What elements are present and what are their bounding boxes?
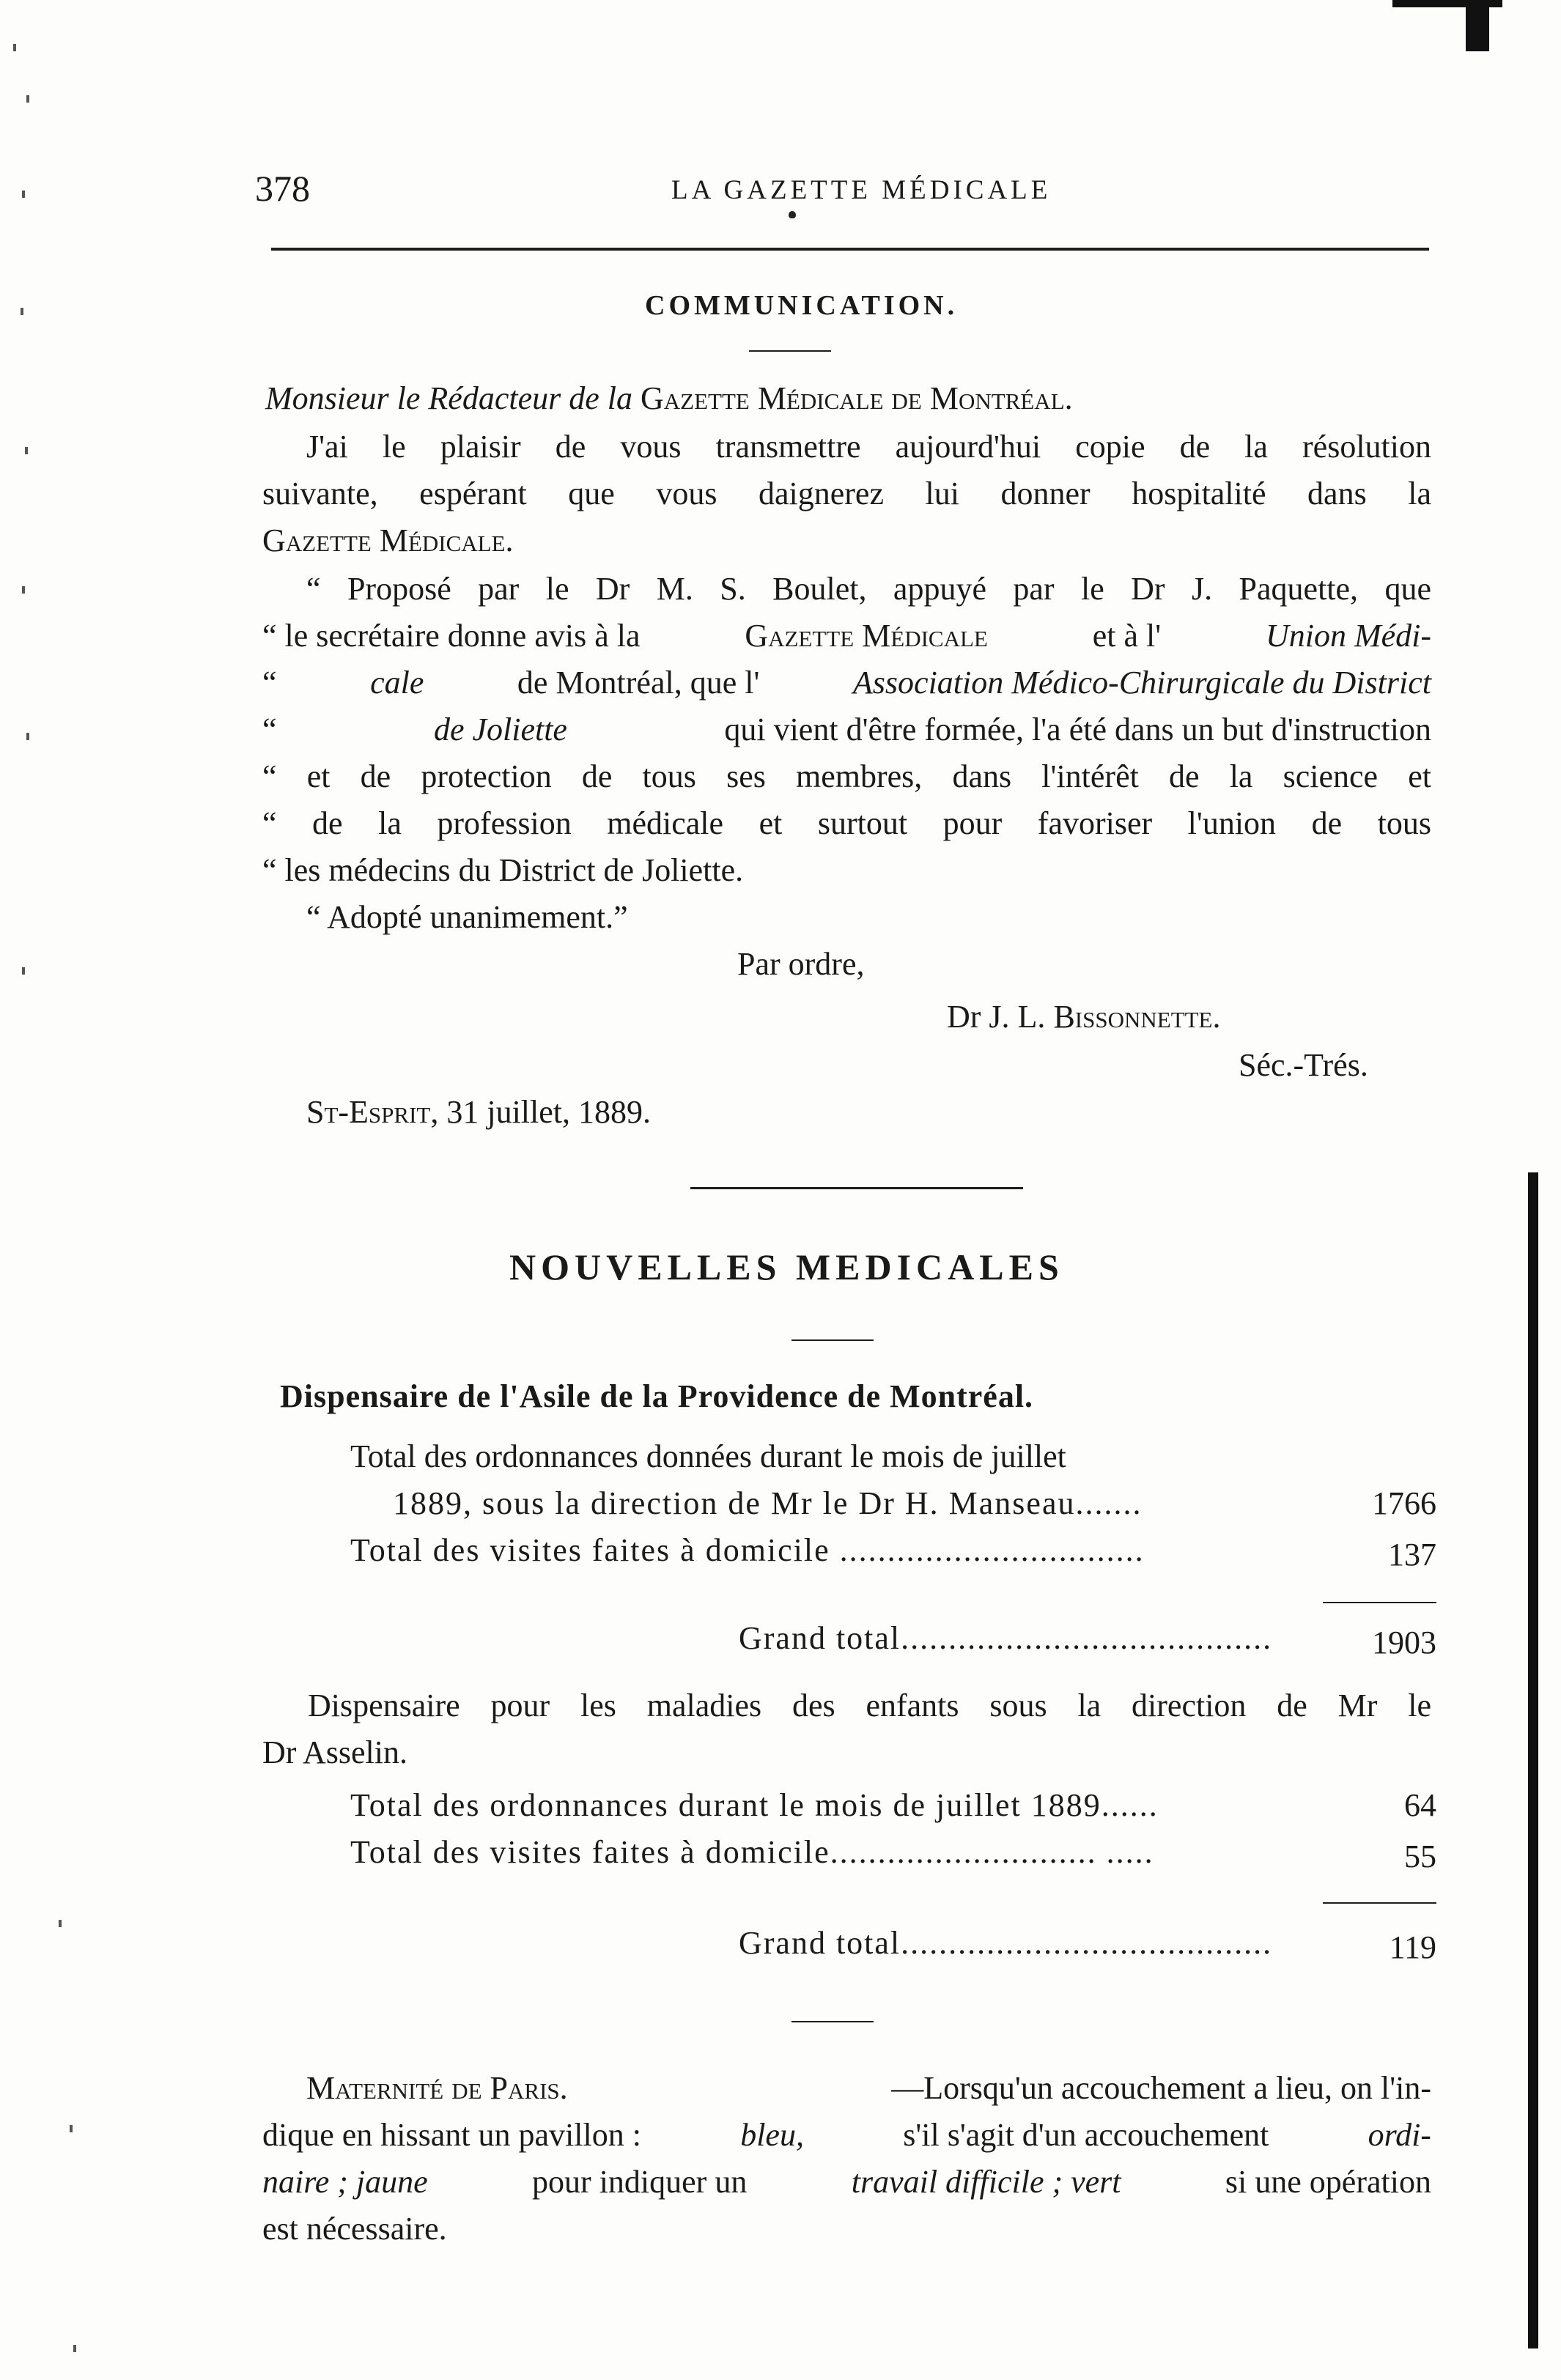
quote-text: qui vient d'être formée, l'a été dans un but d'instruction bbox=[724, 712, 1431, 747]
para-line bbox=[306, 2072, 1431, 2104]
salutation-caps: Gazette Médicale de Montréal. bbox=[640, 380, 1073, 416]
short-divider bbox=[749, 350, 831, 352]
para-text-italic: travail difficile ; vert bbox=[851, 2164, 1121, 2200]
table-value: 137 bbox=[1388, 1537, 1436, 1572]
margin-speck bbox=[22, 967, 25, 975]
margin-speck bbox=[22, 586, 25, 594]
ornament-dot bbox=[789, 211, 796, 218]
sum-rule bbox=[1323, 1602, 1436, 1603]
maternite-caps: Maternité de Paris. bbox=[306, 2070, 568, 2106]
signature-name: Bissonnette. bbox=[1053, 999, 1221, 1035]
para-line bbox=[262, 2119, 1431, 2151]
header-rule bbox=[271, 248, 1429, 251]
par-ordre: Par ordre, bbox=[737, 946, 865, 982]
quote-text-caps: Gazette Médicale bbox=[745, 618, 988, 654]
quote-text: de Montréal, que l' bbox=[517, 665, 760, 701]
sum-rule bbox=[1323, 1902, 1436, 1904]
subsection-title: Dispensaire de l'Asile de la Providence de Montréal. bbox=[280, 1378, 1034, 1414]
para-text: pour indiquer un bbox=[532, 2164, 748, 2200]
para-line bbox=[262, 2166, 1431, 2198]
quote-text: et à l' bbox=[1092, 618, 1162, 654]
quote-line: “ Adopté unanimement.” bbox=[306, 899, 628, 935]
para-line: Gazette Médicale. bbox=[262, 522, 514, 558]
para-line: Dispensaire pour les maladies des enfants sous la direction de Mr le bbox=[308, 1688, 1431, 1723]
grand-total-value: 1903 bbox=[1372, 1625, 1436, 1660]
salutation bbox=[265, 382, 1073, 415]
margin-speck bbox=[26, 733, 29, 740]
table-value: 55 bbox=[1404, 1838, 1436, 1874]
table-line: Total des visites faites à domicile ................................ bbox=[350, 1532, 1145, 1568]
table-line: Total des visites faites à domicile............................ ..... bbox=[350, 1834, 1154, 1870]
scan-edge-mark bbox=[1466, 0, 1489, 51]
quote-text-italic: de Joliette bbox=[433, 712, 567, 747]
quote-line: “ les médecins du District de Joliette. bbox=[262, 852, 744, 888]
grand-total-value: 119 bbox=[1389, 1929, 1436, 1965]
quote-line bbox=[262, 667, 1431, 699]
section-title-nouvelles: NOUVELLES MEDICALES bbox=[509, 1246, 1064, 1287]
signature-title: Séc.-Trés. bbox=[1239, 1047, 1368, 1083]
para-text-italic: ordi- bbox=[1368, 2117, 1431, 2153]
quote-text-italic: Union Médi- bbox=[1265, 618, 1431, 654]
para-text: dique en hissant un pavillon : bbox=[262, 2117, 641, 2153]
para-text: s'il s'agit d'un accouchement bbox=[903, 2117, 1269, 2153]
margin-speck bbox=[70, 2125, 73, 2132]
quote-line: “ de la profession médicale et surtout pour favoriser l'union de tous bbox=[262, 805, 1431, 841]
margin-speck bbox=[73, 2345, 76, 2352]
margin-speck bbox=[25, 447, 28, 454]
grand-total-label: Grand total....................................... bbox=[739, 1925, 1273, 1961]
quote-text-italic: cale bbox=[370, 665, 424, 701]
margin-speck bbox=[59, 1920, 62, 1927]
place: St-Esprit, bbox=[306, 1094, 439, 1130]
margin-speck bbox=[21, 308, 23, 315]
signature-dr: Dr J. L. bbox=[947, 999, 1046, 1035]
para-line: J'ai le plaisir de vous transmettre aujourd'hui copie de la résolution bbox=[306, 429, 1431, 465]
quote-line bbox=[262, 620, 1431, 652]
quote-mark: “ bbox=[262, 712, 277, 747]
section-divider bbox=[690, 1187, 1023, 1189]
margin-speck bbox=[26, 95, 29, 103]
signature bbox=[947, 1001, 1221, 1033]
section-title-communication: COMMUNICATION. bbox=[645, 290, 959, 321]
para-text: —Lorsqu'un accouchement a lieu, on l'in- bbox=[891, 2070, 1431, 2106]
table-line: 1889, sous la direction de Mr le Dr H. Manseau....... bbox=[393, 1485, 1143, 1521]
para-line: suivante, espérant que vous daignerez lui donner hospitalité dans la bbox=[262, 476, 1431, 511]
grand-total-label: Grand total....................................... bbox=[739, 1620, 1273, 1656]
margin-speck bbox=[22, 191, 25, 198]
quote-line: “ et de protection de tous ses membres, dans l'intérêt de la science et bbox=[262, 758, 1431, 794]
table-line: Total des ordonnances données durant le mois de juillet bbox=[350, 1438, 1066, 1474]
salutation-italic: Monsieur le Rédacteur de la bbox=[265, 380, 632, 416]
para-text-italic: bleu, bbox=[740, 2117, 804, 2153]
para-line: est nécessaire. bbox=[262, 2211, 447, 2247]
para-line: Dr Asselin. bbox=[262, 1734, 407, 1770]
short-divider bbox=[791, 2021, 874, 2022]
short-divider bbox=[791, 1339, 874, 1341]
table-value: 64 bbox=[1404, 1787, 1436, 1823]
running-title: LA GAZETTE MÉDICALE bbox=[671, 175, 1052, 205]
table-value: 1766 bbox=[1372, 1485, 1436, 1521]
table-line: Total des ordonnances durant le mois de juillet 1889...... bbox=[350, 1787, 1159, 1823]
quote-text: “ le secrétaire donne avis à la bbox=[262, 618, 641, 654]
place-date bbox=[306, 1096, 651, 1128]
quote-text-italic: Association Médico-Chirurgicale du District bbox=[852, 665, 1431, 701]
quote-line: “ Proposé par le Dr M. S. Boulet, appuyé par le Dr J. Paquette, que bbox=[306, 571, 1431, 607]
page-number: 378 bbox=[255, 168, 310, 209]
quote-line bbox=[262, 714, 1431, 746]
para-text-italic: naire ; jaune bbox=[262, 2164, 428, 2200]
margin-speck bbox=[13, 44, 16, 51]
page-edge-shadow bbox=[1528, 1172, 1538, 2348]
date: 31 juillet, 1889. bbox=[446, 1094, 652, 1130]
para-text: si une opération bbox=[1225, 2164, 1431, 2200]
quote-mark: “ bbox=[262, 665, 277, 701]
